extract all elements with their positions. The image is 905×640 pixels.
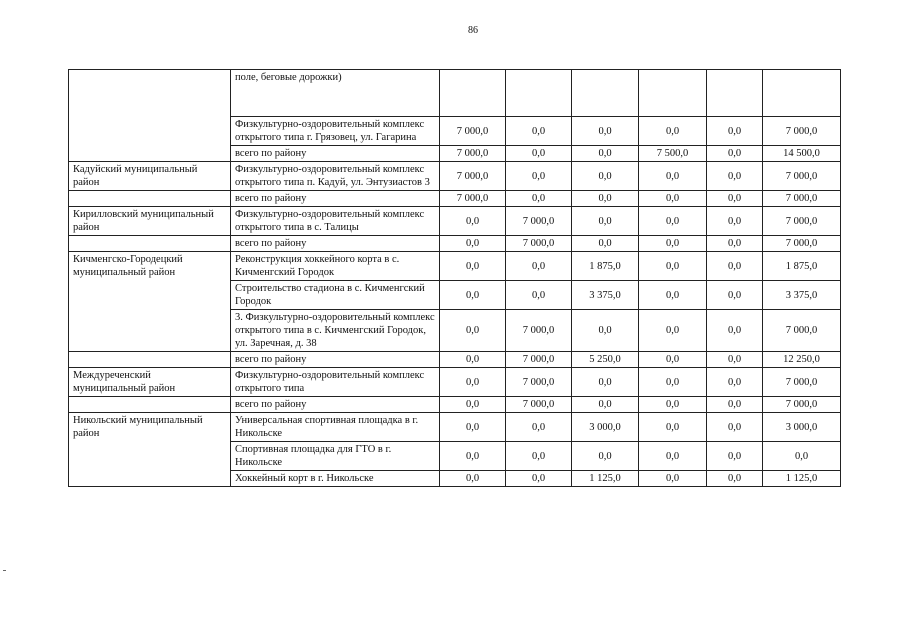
value-cell: 0,0 <box>707 191 763 207</box>
value-cell <box>639 70 707 117</box>
value-cell: 0,0 <box>440 310 506 352</box>
object-cell: Физкультурно-оздоровительный комплекс открытого типа в с. Талицы <box>231 207 440 236</box>
value-cell: 0,0 <box>639 236 707 252</box>
value-cell: 0,0 <box>639 117 707 146</box>
value-cell <box>763 70 841 117</box>
value-cell: 0,0 <box>707 162 763 191</box>
value-cell: 12 250,0 <box>763 352 841 368</box>
value-cell: 0,0 <box>639 442 707 471</box>
value-cell: 7 000,0 <box>763 368 841 397</box>
value-cell: 7 000,0 <box>506 310 572 352</box>
value-cell: 0,0 <box>506 281 572 310</box>
district-cell <box>69 70 231 162</box>
value-cell: 7 000,0 <box>763 162 841 191</box>
value-cell: 0,0 <box>639 352 707 368</box>
table-row <box>69 207 841 236</box>
value-cell: 0,0 <box>440 252 506 281</box>
table-row <box>69 368 841 397</box>
value-cell: 0,0 <box>707 352 763 368</box>
total-row <box>69 397 841 413</box>
value-cell: 0,0 <box>440 352 506 368</box>
district-cell: Кичменгско-Городецкий муниципальный район <box>69 252 231 352</box>
value-cell: 0,0 <box>707 442 763 471</box>
object-cell: Универсальная спортивная площадка в г. Никольске <box>231 413 440 442</box>
value-cell: 0,0 <box>639 191 707 207</box>
value-cell: 7 500,0 <box>639 146 707 162</box>
value-cell: 7 000,0 <box>506 236 572 252</box>
funding-table <box>68 69 841 487</box>
district-cell: Кадуйский муниципальный район <box>69 162 231 191</box>
value-cell: 7 000,0 <box>440 162 506 191</box>
district-cell: Никольский муниципальный район <box>69 413 231 487</box>
value-cell: 0,0 <box>639 368 707 397</box>
value-cell: 0,0 <box>707 236 763 252</box>
object-cell: поле, беговые дорожки) <box>231 70 440 117</box>
table-row <box>69 252 841 281</box>
object-cell: Реконструкция хоккейного корта в с. Кичменгский Городок <box>231 252 440 281</box>
value-cell <box>572 70 639 117</box>
value-cell: 0,0 <box>639 471 707 487</box>
value-cell: 0,0 <box>440 368 506 397</box>
value-cell: 0,0 <box>707 368 763 397</box>
value-cell: 0,0 <box>506 413 572 442</box>
value-cell: 0,0 <box>707 252 763 281</box>
value-cell: 3 375,0 <box>763 281 841 310</box>
value-cell: 0,0 <box>639 252 707 281</box>
object-cell: Физкультурно-оздоровительный комплекс открытого типа г. Грязовец, ул. Гагарина <box>231 117 440 146</box>
value-cell: 1 125,0 <box>572 471 639 487</box>
value-cell: 0,0 <box>639 413 707 442</box>
object-cell: Спортивная площадка для ГТО в г. Никольске <box>231 442 440 471</box>
district-cell <box>69 397 231 413</box>
value-cell: 0,0 <box>639 281 707 310</box>
value-cell: 0,0 <box>506 117 572 146</box>
table-row <box>69 70 841 117</box>
value-cell: 0,0 <box>440 397 506 413</box>
value-cell <box>506 70 572 117</box>
value-cell: 0,0 <box>707 471 763 487</box>
total-label: всего по району <box>231 352 440 368</box>
value-cell: 0,0 <box>763 442 841 471</box>
total-label: всего по району <box>231 191 440 207</box>
value-cell: 0,0 <box>639 397 707 413</box>
value-cell: 7 000,0 <box>506 352 572 368</box>
object-cell: Физкультурно-оздоровительный комплекс открытого типа п. Кадуй, ул. Энтузиастов 3 <box>231 162 440 191</box>
value-cell: 1 125,0 <box>763 471 841 487</box>
value-cell: 5 250,0 <box>572 352 639 368</box>
value-cell: 0,0 <box>707 146 763 162</box>
table-row <box>69 413 841 442</box>
value-cell: 0,0 <box>506 191 572 207</box>
value-cell: 7 000,0 <box>506 368 572 397</box>
value-cell: 0,0 <box>440 413 506 442</box>
value-cell: 0,0 <box>707 310 763 352</box>
value-cell: 7 000,0 <box>440 117 506 146</box>
value-cell: 7 000,0 <box>763 236 841 252</box>
value-cell: 0,0 <box>506 162 572 191</box>
table-row <box>69 162 841 191</box>
total-row <box>69 352 841 368</box>
value-cell: 7 000,0 <box>440 191 506 207</box>
value-cell: 14 500,0 <box>763 146 841 162</box>
value-cell: 0,0 <box>572 146 639 162</box>
value-cell: 7 000,0 <box>440 146 506 162</box>
value-cell: 0,0 <box>707 413 763 442</box>
value-cell: 7 000,0 <box>506 397 572 413</box>
value-cell: 0,0 <box>572 162 639 191</box>
value-cell: 0,0 <box>639 310 707 352</box>
value-cell: 0,0 <box>572 397 639 413</box>
value-cell: 7 000,0 <box>763 310 841 352</box>
value-cell: 0,0 <box>440 442 506 471</box>
value-cell: 0,0 <box>707 397 763 413</box>
value-cell: 1 875,0 <box>572 252 639 281</box>
page-number: 86 <box>468 25 478 36</box>
district-cell: Междуреченский муниципальный район <box>69 368 231 397</box>
object-cell: 3. Физкультурно-оздоровительный комплекс открытого типа в с. Кичменгский Городок, ул. Заречная, д. 38 <box>231 310 440 352</box>
value-cell: 0,0 <box>572 207 639 236</box>
value-cell: 0,0 <box>440 236 506 252</box>
total-row <box>69 236 841 252</box>
total-label: всего по району <box>231 146 440 162</box>
value-cell: 0,0 <box>572 117 639 146</box>
value-cell: 1 875,0 <box>763 252 841 281</box>
value-cell: 7 000,0 <box>763 191 841 207</box>
margin-mark <box>3 570 6 571</box>
total-row <box>69 191 841 207</box>
value-cell <box>707 70 763 117</box>
value-cell: 0,0 <box>506 442 572 471</box>
value-cell: 0,0 <box>440 207 506 236</box>
value-cell: 0,0 <box>572 191 639 207</box>
value-cell: 0,0 <box>707 117 763 146</box>
value-cell: 0,0 <box>572 310 639 352</box>
district-cell <box>69 191 231 207</box>
value-cell: 7 000,0 <box>763 397 841 413</box>
value-cell: 0,0 <box>506 146 572 162</box>
value-cell: 0,0 <box>440 281 506 310</box>
value-cell: 0,0 <box>639 162 707 191</box>
value-cell: 7 000,0 <box>506 207 572 236</box>
district-cell <box>69 236 231 252</box>
value-cell: 0,0 <box>707 207 763 236</box>
total-label: всего по району <box>231 397 440 413</box>
object-cell: Физкультурно-оздоровительный комплекс открытого типа <box>231 368 440 397</box>
value-cell: 0,0 <box>506 252 572 281</box>
value-cell: 0,0 <box>506 471 572 487</box>
district-cell: Кирилловский муниципальный район <box>69 207 231 236</box>
value-cell: 7 000,0 <box>763 207 841 236</box>
value-cell: 0,0 <box>572 368 639 397</box>
value-cell: 0,0 <box>440 471 506 487</box>
object-cell: Строительство стадиона в с. Кичменгский Городок <box>231 281 440 310</box>
object-cell: Хоккейный корт в г. Никольске <box>231 471 440 487</box>
district-cell <box>69 352 231 368</box>
value-cell: 3 000,0 <box>763 413 841 442</box>
value-cell <box>440 70 506 117</box>
value-cell: 7 000,0 <box>763 117 841 146</box>
value-cell: 0,0 <box>572 236 639 252</box>
total-label: всего по району <box>231 236 440 252</box>
value-cell: 0,0 <box>707 281 763 310</box>
value-cell: 3 000,0 <box>572 413 639 442</box>
value-cell: 0,0 <box>572 442 639 471</box>
value-cell: 3 375,0 <box>572 281 639 310</box>
value-cell: 0,0 <box>639 207 707 236</box>
